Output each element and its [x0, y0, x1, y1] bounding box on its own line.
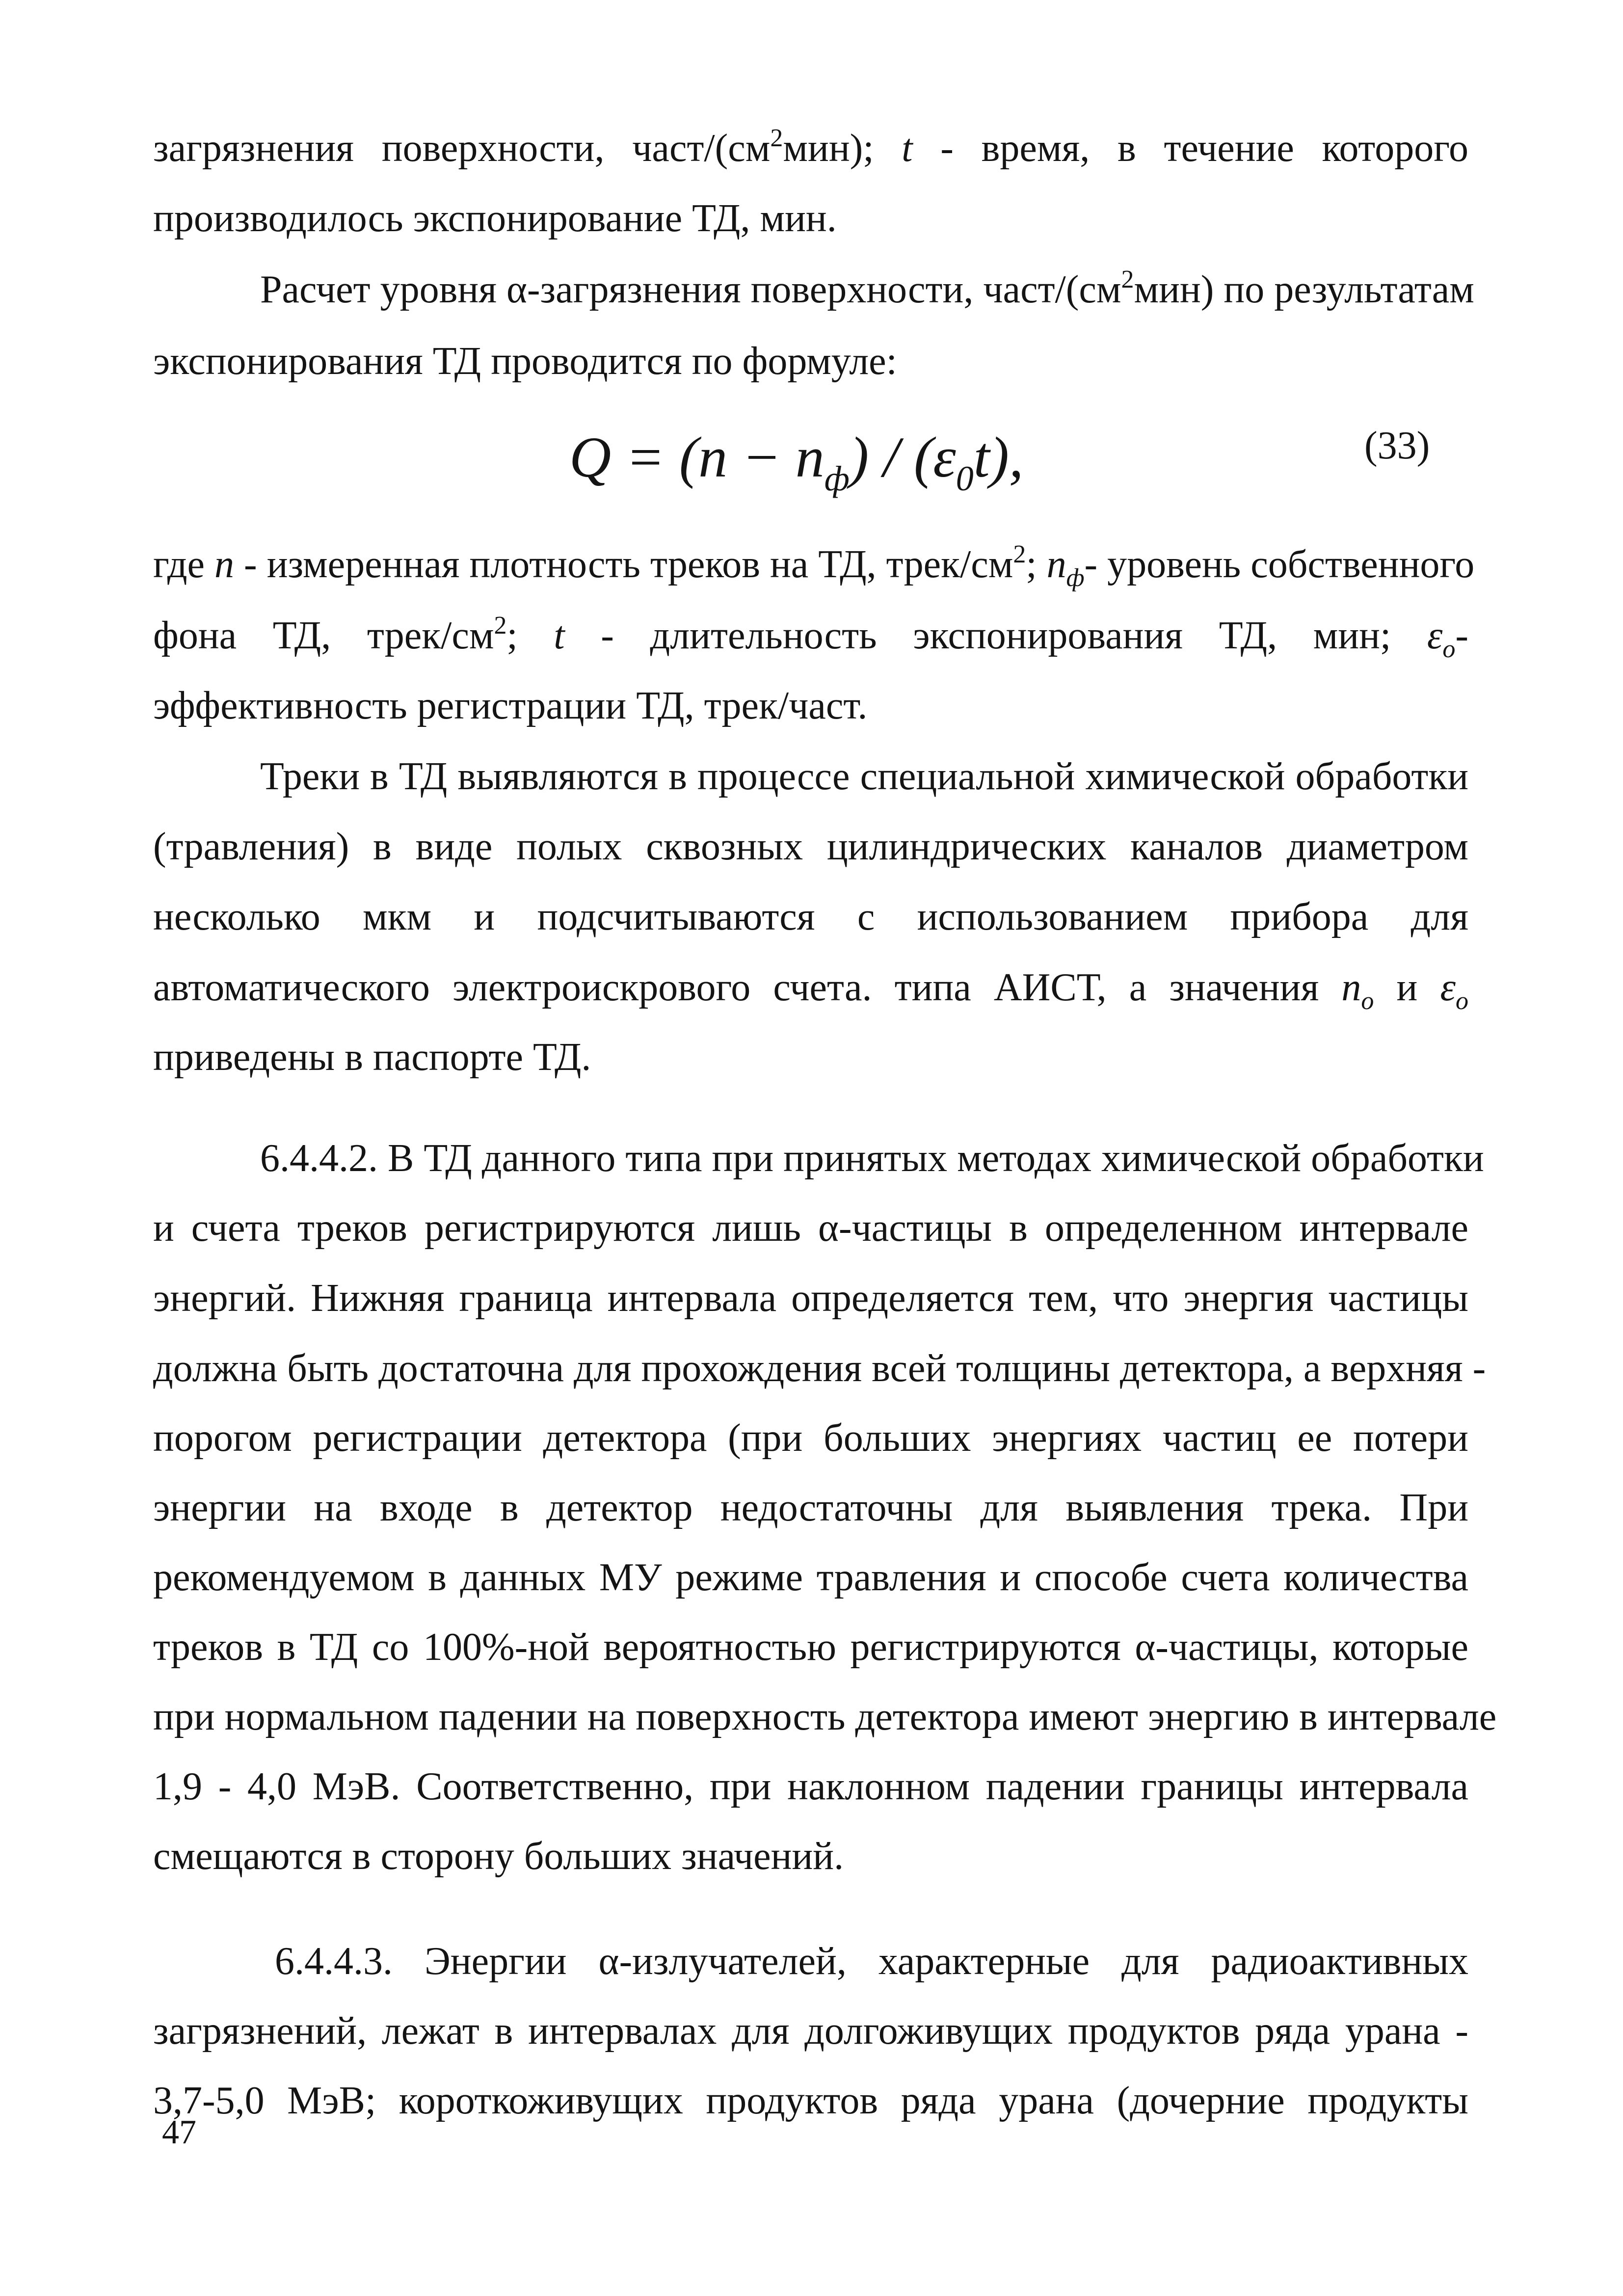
paragraph-5-line-11: смещаются в сторону больших значений.: [153, 1835, 844, 1878]
paragraph-5-line-8: треков в ТД со 100%-ной вероятностью регистрируются α-частицы, которые: [153, 1626, 1468, 1669]
equation-number: (33): [1364, 424, 1430, 467]
page-number: 47: [162, 2113, 196, 2151]
paragraph-3-line-2: фона ТД, трек/$см^2$; t - длительность экспонирования ТД, мин; $\varepsilon_о-$: [153, 612, 1469, 663]
paragraph-5-line-3: энергий. Нижняя граница интервала определяется тем, что энергия частицы: [153, 1277, 1468, 1320]
paragraph-6-line-3: 3,7-5,0 МэВ; короткоживущих продуктов ряда урана (дочерние продукты: [153, 2079, 1468, 2122]
paragraph-4-line-2: (травления) в виде полых сквозных цилиндрических каналов диаметром: [153, 825, 1468, 868]
paragraph-4-line-3: несколько мкм и подсчитываются с использованием прибора для: [153, 895, 1468, 938]
paragraph-4-line-5: приведены в паспорте ТД.: [153, 1036, 591, 1079]
paragraph-1-line-1: загрязнения поверхности, част/$(см^2мин)$; t - время, в течение которого: [153, 124, 1469, 170]
paragraph-6-line-1: 6.4.4.3. Энергии α-излучателей, характерные для радиоактивных: [275, 1940, 1468, 1983]
paragraph-6-line-2: загрязнений, лежат в интервалах для долгоживущих продуктов ряда урана -: [153, 2009, 1468, 2053]
paragraph-5-line-1: 6.4.4.2. В ТД данного типа при принятых методах химической обработки: [260, 1137, 1484, 1180]
paragraph-2-line-2: экспонирования ТД проводится по формуле:: [153, 340, 897, 383]
paragraph-4-line-4: автоматического электроискрового счета. типа АИСТ, а значения $n_о$ и $\varepsilon_о$: [153, 966, 1469, 1015]
paragraph-4-line-1: Треки в ТД выявляются в процессе специальной химической обработки: [260, 755, 1468, 798]
paragraph-5-line-4: должна быть достаточна для прохождения всей толщины детектора, а верхняя -: [153, 1347, 1486, 1390]
paragraph-2-line-1: Расчет уровня α-загрязнения поверхности, част/$(см^2мин)$ по результатам: [260, 266, 1474, 311]
paragraph-5-line-2: и счета треков регистрируются лишь α-частицы в определенном интервале: [153, 1206, 1468, 1250]
paragraph-3-line-1: где n - измеренная плотность треков на ТД, трек/$см^2$; $n_ф-$ уровень собственного: [153, 540, 1475, 592]
paragraph-1-line-2: производилось экспонирование ТД, мин.: [153, 197, 837, 240]
paragraph-5-line-5: порогом регистрации детектора (при больших энергиях частиц ее потери: [153, 1416, 1468, 1460]
paragraph-5-line-6: энергии на входе в детектор недостаточны для выявления трека. При: [153, 1486, 1468, 1529]
paragraph-5-line-7: рекомендуемом в данных МУ режиме травления и способе счета количества: [153, 1556, 1468, 1599]
paragraph-3-line-3: эффективность регистрации ТД, трек/част.: [153, 684, 868, 727]
paragraph-5-line-9: при нормальном падении на поверхность детектора имеют энергию в интервале: [153, 1695, 1497, 1738]
formula-33: $Q = (n - n_ф) / (\varepsilon_0t)$,: [569, 425, 1024, 498]
paragraph-5-line-10: 1,9 - 4,0 МэВ. Соответственно, при наклонном падении границы интервала: [153, 1765, 1468, 1808]
